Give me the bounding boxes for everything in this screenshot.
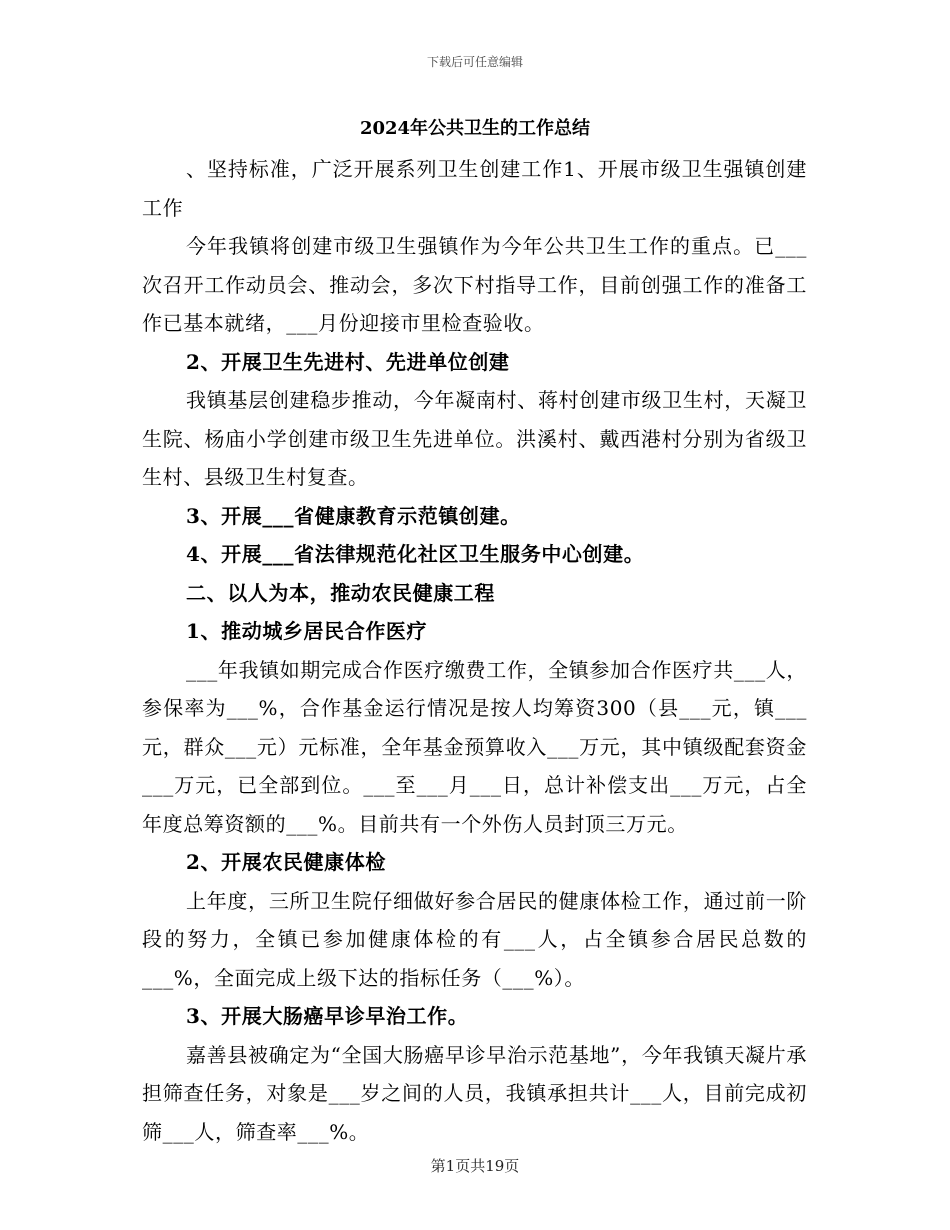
document-body [142,150,807,1151]
section-heading: 2、开展卫生先进村、先进单位创建 [186,349,510,374]
paragraph-text: 上年度，三所卫生院仔细做好参合居民的健康体检工作，通过前一阶段的努力，全镇已参加健康体检的有___人，占全镇参合居民总数的___%，全面完成上级下达的指标任务（___%）。 [142,888,807,990]
section-heading: 3、开展大肠癌早诊早治工作。 [186,1004,469,1028]
section-heading: 1、推动城乡居民合作医疗 [186,619,428,643]
section-heading: 2、开展农民健康体检 [186,850,386,874]
page-number: 第1页共19页 [430,1157,520,1175]
section-heading: 3、开展___省健康教育示范镇创建。 [186,503,521,528]
section-heading: 4、开展___省法律规范化社区卫生服务中心创建。 [186,542,645,566]
paragraph-intro: 、坚持标准，广泛开展系列卫生创建工作1、开展市级卫生强镇创建工作 [142,157,807,220]
section-heading: 二、以人为本，推动农民健康工程 [186,580,495,605]
paragraph-text: 我镇基层创建稳步推动，今年凝南村、蒋村创建市级卫生村，天凝卫生院、杨庙小学创建市级卫生先进单位。洪溪村、戴西港村分别为省级卫生村、县级卫生村复查。 [142,388,807,489]
paragraph-text: 嘉善县被确定为“全国大肠癌早诊早治示范基地”，今年我镇天凝片承担筛查任务，对象是___岁之间的人员，我镇承担共计___人，目前完成初筛___人，筛查率___%。 [142,1042,807,1144]
paragraph-text: 今年我镇将创建市级卫生强镇作为今年公共卫生工作的重点。已___次召开工作动员会、推动会，多次下村指导工作，目前创强工作的准备工作已基本就绪，___月份迎接市里检查验收。 [142,234,807,335]
document-title: 2024年公共卫生的工作总结 [359,118,591,139]
page-header-note: 下载后可任意编辑 [426,55,523,69]
paragraph-text: ___年我镇如期完成合作医疗缴费工作，全镇参加合作医疗共___人，参保率为___%，合作基金运行情况是按人均筹资300（县___元，镇___元，群众___元）元标准，全年基金预算收入___万元，其中镇级配套资金___万元，已全部到位。___至___月___日，总计补偿支出___万元，占全年度总筹资额的___%。目前共有一个外伤人员封顶三万元。 [142,657,807,836]
